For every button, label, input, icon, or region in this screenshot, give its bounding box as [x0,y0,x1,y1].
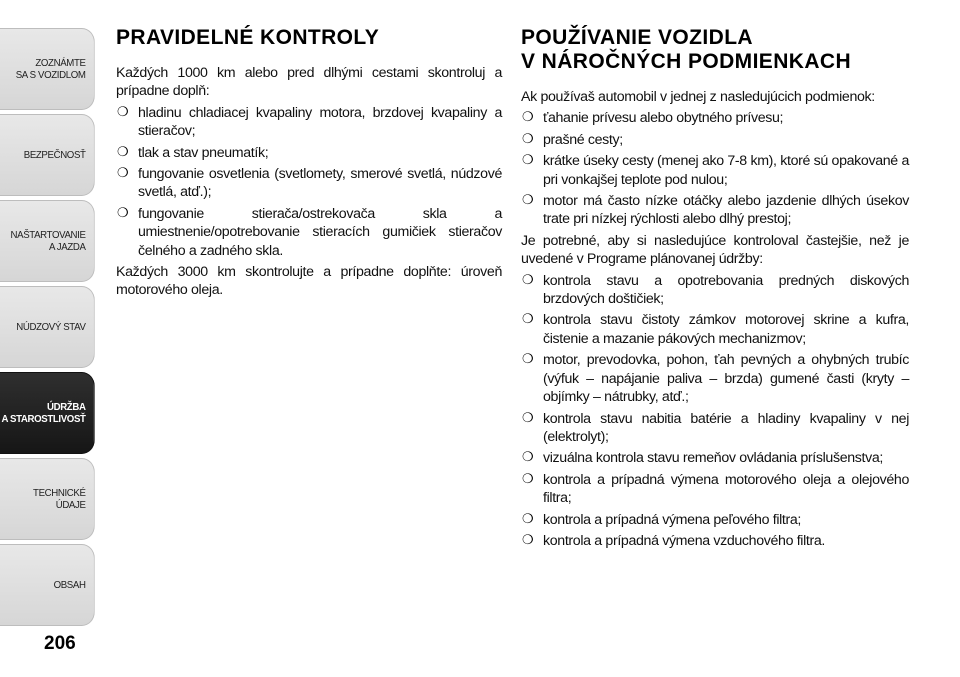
list-item-text: kontrola a prípadná výmena vzduchového filtra. [543,532,826,549]
tab-label-line: BEZPEČNOSŤ [23,149,86,161]
list-item [116,205,502,260]
list-item [521,471,909,508]
bullet-icon: ❍ [117,104,129,120]
intro-paragraph: Každých 1000 km alebo pred dlhými cestami skontroluj a prípadne doplň: [116,65,502,100]
bullet-icon: ❍ [522,110,534,126]
tab-label-line: ÚDAJE [55,499,86,511]
bullet-icon: ❍ [522,352,534,368]
list-item [116,104,502,141]
bullet-icon: ❍ [522,471,534,487]
bullet-icon: ❍ [522,410,534,426]
tab-nudzovy-stav[interactable] [0,286,95,368]
bullet-icon: ❍ [522,312,534,328]
list-item-text: kontrola stavu nabitia batérie a hladiny kvapaliny v nej (elektrolyt); [543,410,909,445]
list-item-text: prašné cesty; [543,131,623,148]
section-title-line: V NÁROČNÝCH PODMIENKACH [521,50,852,73]
list-item [521,131,909,149]
tab-technicke-udaje[interactable] [0,458,95,540]
list-item-text: motor má často nízke otáčky alebo jazdenie dlhých úsekov trate pri nízkej rýchlosti alebo dlhý prestoj; [543,193,909,228]
tab-label-line: NAŠTARTOVANIE [10,229,86,241]
list-item-text: kontrola a prípadná výmena peľového filtra; [543,511,802,528]
list-item [521,192,909,229]
list-item-text: kontrola stavu čistoty zámkov motorovej skrine a kufra, čistenie a mazanie pákových mechanizmov; [543,312,909,347]
check-list [116,104,502,260]
section-title [521,26,909,74]
list-item [521,272,909,309]
list-item-text: kontrola a prípadná výmena motorového oleja a olejového filtra; [543,471,909,507]
bullet-icon: ❍ [117,166,129,182]
section-title-line: POUŽÍVANIE VOZIDLA [521,26,753,49]
list-item [521,511,909,529]
middle-paragraph: Je potrebné, aby si nasledujúce kontroloval častejšie, než je uvedené v Programe plánovanej údržby: [521,232,909,268]
list-item-text: motor, prevodovka, pohon, ťah pevných a ohybných trubíc (výfuk – napájanie paliva – brzda) gumené časti (kryty – objímky – nátrubky, atď.; [543,352,909,406]
list-item-text: krátke úseky cesty (menej ako 7-8 km), ktoré sú opakované a pri vonkajšej teplote pod nulou; [543,153,909,188]
tab-label-line: A JAZDA [48,241,86,253]
section-narocne-podmienky [521,26,909,553]
list-item [521,311,909,348]
list-item [521,532,909,550]
list-item-text: fungovanie stierača/ostrekovača skla a umiestnenie/opotrebovanie stieracích gumičiek stieračov čelného a zadného skla. [138,205,502,259]
conditions-list [521,109,909,228]
tab-bezpecnost[interactable] [0,114,95,196]
tab-udrzba-a-starostlivost[interactable] [0,372,95,454]
list-item [521,410,909,447]
bullet-icon: ❍ [522,450,534,466]
bullet-icon: ❍ [522,532,534,548]
list-item-text: vizuálna kontrola stavu remeňov ovládania príslušenstva; [543,450,884,467]
list-item-text: fungovanie osvetlenia (svetlomety, smerové svetlá, núdzové svetlá, atď.); [138,166,502,201]
checks-list [521,272,909,551]
bullet-icon: ❍ [522,131,534,147]
list-item-text: hladinu chladiacej kvapaliny motora, brzdovej kvapaliny a stieračov; [138,104,502,140]
list-item [521,351,909,406]
section-title [116,26,502,50]
list-item-text: tlak a stav pneumatík; [138,144,269,161]
tab-label-line: NÚDZOVÝ STAV [16,321,86,333]
tab-label-line: TECHNICKÉ [33,487,86,499]
section-pravidelne-kontroly [116,26,502,303]
list-item [521,152,909,189]
tab-obsah[interactable] [0,544,95,626]
tab-label-line: A STAROSTLIVOSŤ [1,413,86,425]
list-item [521,449,909,467]
bullet-icon: ❍ [522,153,534,169]
bullet-icon: ❍ [522,272,534,288]
tab-label-line: SA S VOZIDLOM [15,69,86,81]
bullet-icon: ❍ [522,511,534,527]
section-title-text: PRAVIDELNÉ KONTROLY [116,26,380,49]
list-item [116,144,502,162]
bullet-icon: ❍ [522,193,534,209]
list-item-text: kontrola stavu a opotrebovania predných diskových brzdových doštičiek; [543,272,909,308]
bullet-icon: ❍ [117,205,129,221]
tab-label-line: ZOZNÁMTE [35,57,86,69]
list-item [116,165,502,202]
intro-paragraph: Ak používaš automobil v jednej z nasledujúcich podmienok: [521,89,875,105]
tab-label-line: OBSAH [53,579,86,591]
outro-paragraph: Každých 3000 km skontrolujte a prípadne doplňte: úroveň motorového oleja. [116,264,502,299]
tab-nastartovanie-a-jazda[interactable] [0,200,95,282]
list-item [521,109,909,127]
tab-zoznamte-sa-s-vozidlom[interactable] [0,28,95,110]
tab-label-line: ÚDRŽBA [46,401,86,413]
bullet-icon: ❍ [117,144,129,160]
page-number: 206 [44,633,76,654]
list-item-text: ťahanie prívesu alebo obytného prívesu; [543,110,784,127]
